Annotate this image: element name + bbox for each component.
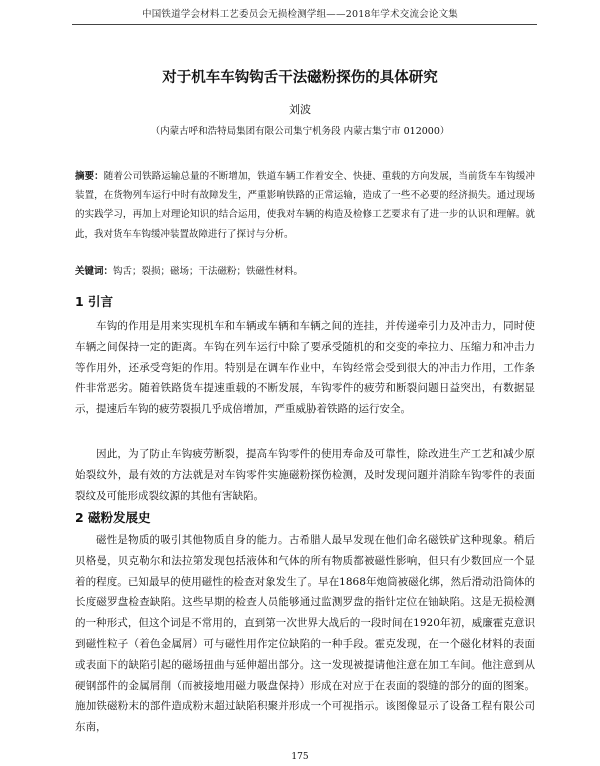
- body-paragraph: 磁性是物质的吸引其他物质自身的能力。古希腊人最早发现在他们命名磁铁矿这种现象。稍后贝格曼，贝克勒尔和法拉第发现包括液体和气体的所有物质都被磁性影响，但只有少数回应一个显着的程度。已知最早的使用磁性的检查对象发生了。早在1868年炮筒被磁化绑，然后滑动沿筒体的长度磁罗盘检查缺陷。这些早期的检查人员能够通过监测罗盘的指针定位在铀缺陷。这是无损检测的一种形式，但这个词是不常用的，直到第一次世界大战后的一段时间在1920年初，威廉霍克意识到磁性粒子（着色金属屑）可与磁性用作定位缺陷的一种手段。霍克发现，在一个磁化材料的表面或表面下的缺陷引起的磁场扭曲与延伸超出部分。这一发现被提请他注意在加工车间。他注意到从硬钢部件的金属屑削（而被接地用磁力吸盘保持）形成在对应于在表面的裂缝的部分的面的图案。施加铁磁粉末的部件造成粉末超过缺陷积聚并形成一个可视指示。该图像显示了设备工程有限公司东南，: [75, 534, 535, 734]
- paper-author: 刘波: [289, 103, 311, 116]
- section-heading-introduction: 1 引言: [75, 294, 114, 309]
- page-number: 175: [291, 752, 309, 762]
- section-heading-history: 2 磁粉发展史: [75, 510, 151, 525]
- paper-title: 对于机车车钩钩舌干法磁粉探伤的具体研究: [162, 70, 438, 86]
- header-divider: [72, 24, 537, 25]
- running-header: 中国铁道学会材料工艺委员会无损检测学组——2018年学术交流会论文集: [142, 9, 458, 20]
- abstract-label: 摘要：: [75, 171, 104, 182]
- abstract: [75, 167, 535, 244]
- body-paragraph: 因此，为了防止车钩疲劳断裂，提高车钩零件的使用寿命及可靠性，除改进生产工艺和减少原始裂纹外，最有效的方法就是对车钩零件实施磁粉探伤检测，及时发现问题并消除车钩零件的表面裂纹及可能形成裂纹源的其他有害缺陷。: [75, 448, 535, 502]
- abstract-text: 随着公司铁路运输总量的不断增加，铁道车辆工作着安全、快捷、重载的方向发展，当前货车车钩缓冲装置，在货物列车运行中时有故障发生，严重影响铁路的正常运输，造成了一些不必要的经济损失。通过现场的实践学习，再加上对理论知识的结合运用，使我对车辆的构造及检修工艺要求有了进一步的认识和理解。就此，我对货车车钩缓冲装置故障进行了探讨与分析。: [75, 171, 535, 240]
- keywords-label: 关键词：: [75, 266, 114, 277]
- author-affiliation: （内蒙古呼和浩特局集团有限公司集宁机务段 内蒙古集宁市 012000）: [150, 126, 450, 137]
- keywords: [75, 262, 535, 281]
- keywords-text: 钩舌；裂损；磁场；干法磁粉；铁磁性材料。: [113, 266, 304, 277]
- body-paragraph: 车钩的作用是用来实现机车和车辆或车辆和车辆之间的连挂，并传递牵引力及冲击力，同时使车辆之间保持一定的距离。车钩在列车运行中除了要承受随机的和交变的牵拉力、压缩力和冲击力等作用外，还承受弯矩的作用。特别是在调车作业中，车钩经常会受到很大的冲击力作用，工作条件非常恶劣。随着铁路货车提速重载的不断发展，车钩零件的疲劳和断裂问题日益突出，有数据显示，提速后车钩的疲劳裂损几乎成倍增加，严重威胁着铁路的运行安全。: [75, 320, 535, 416]
